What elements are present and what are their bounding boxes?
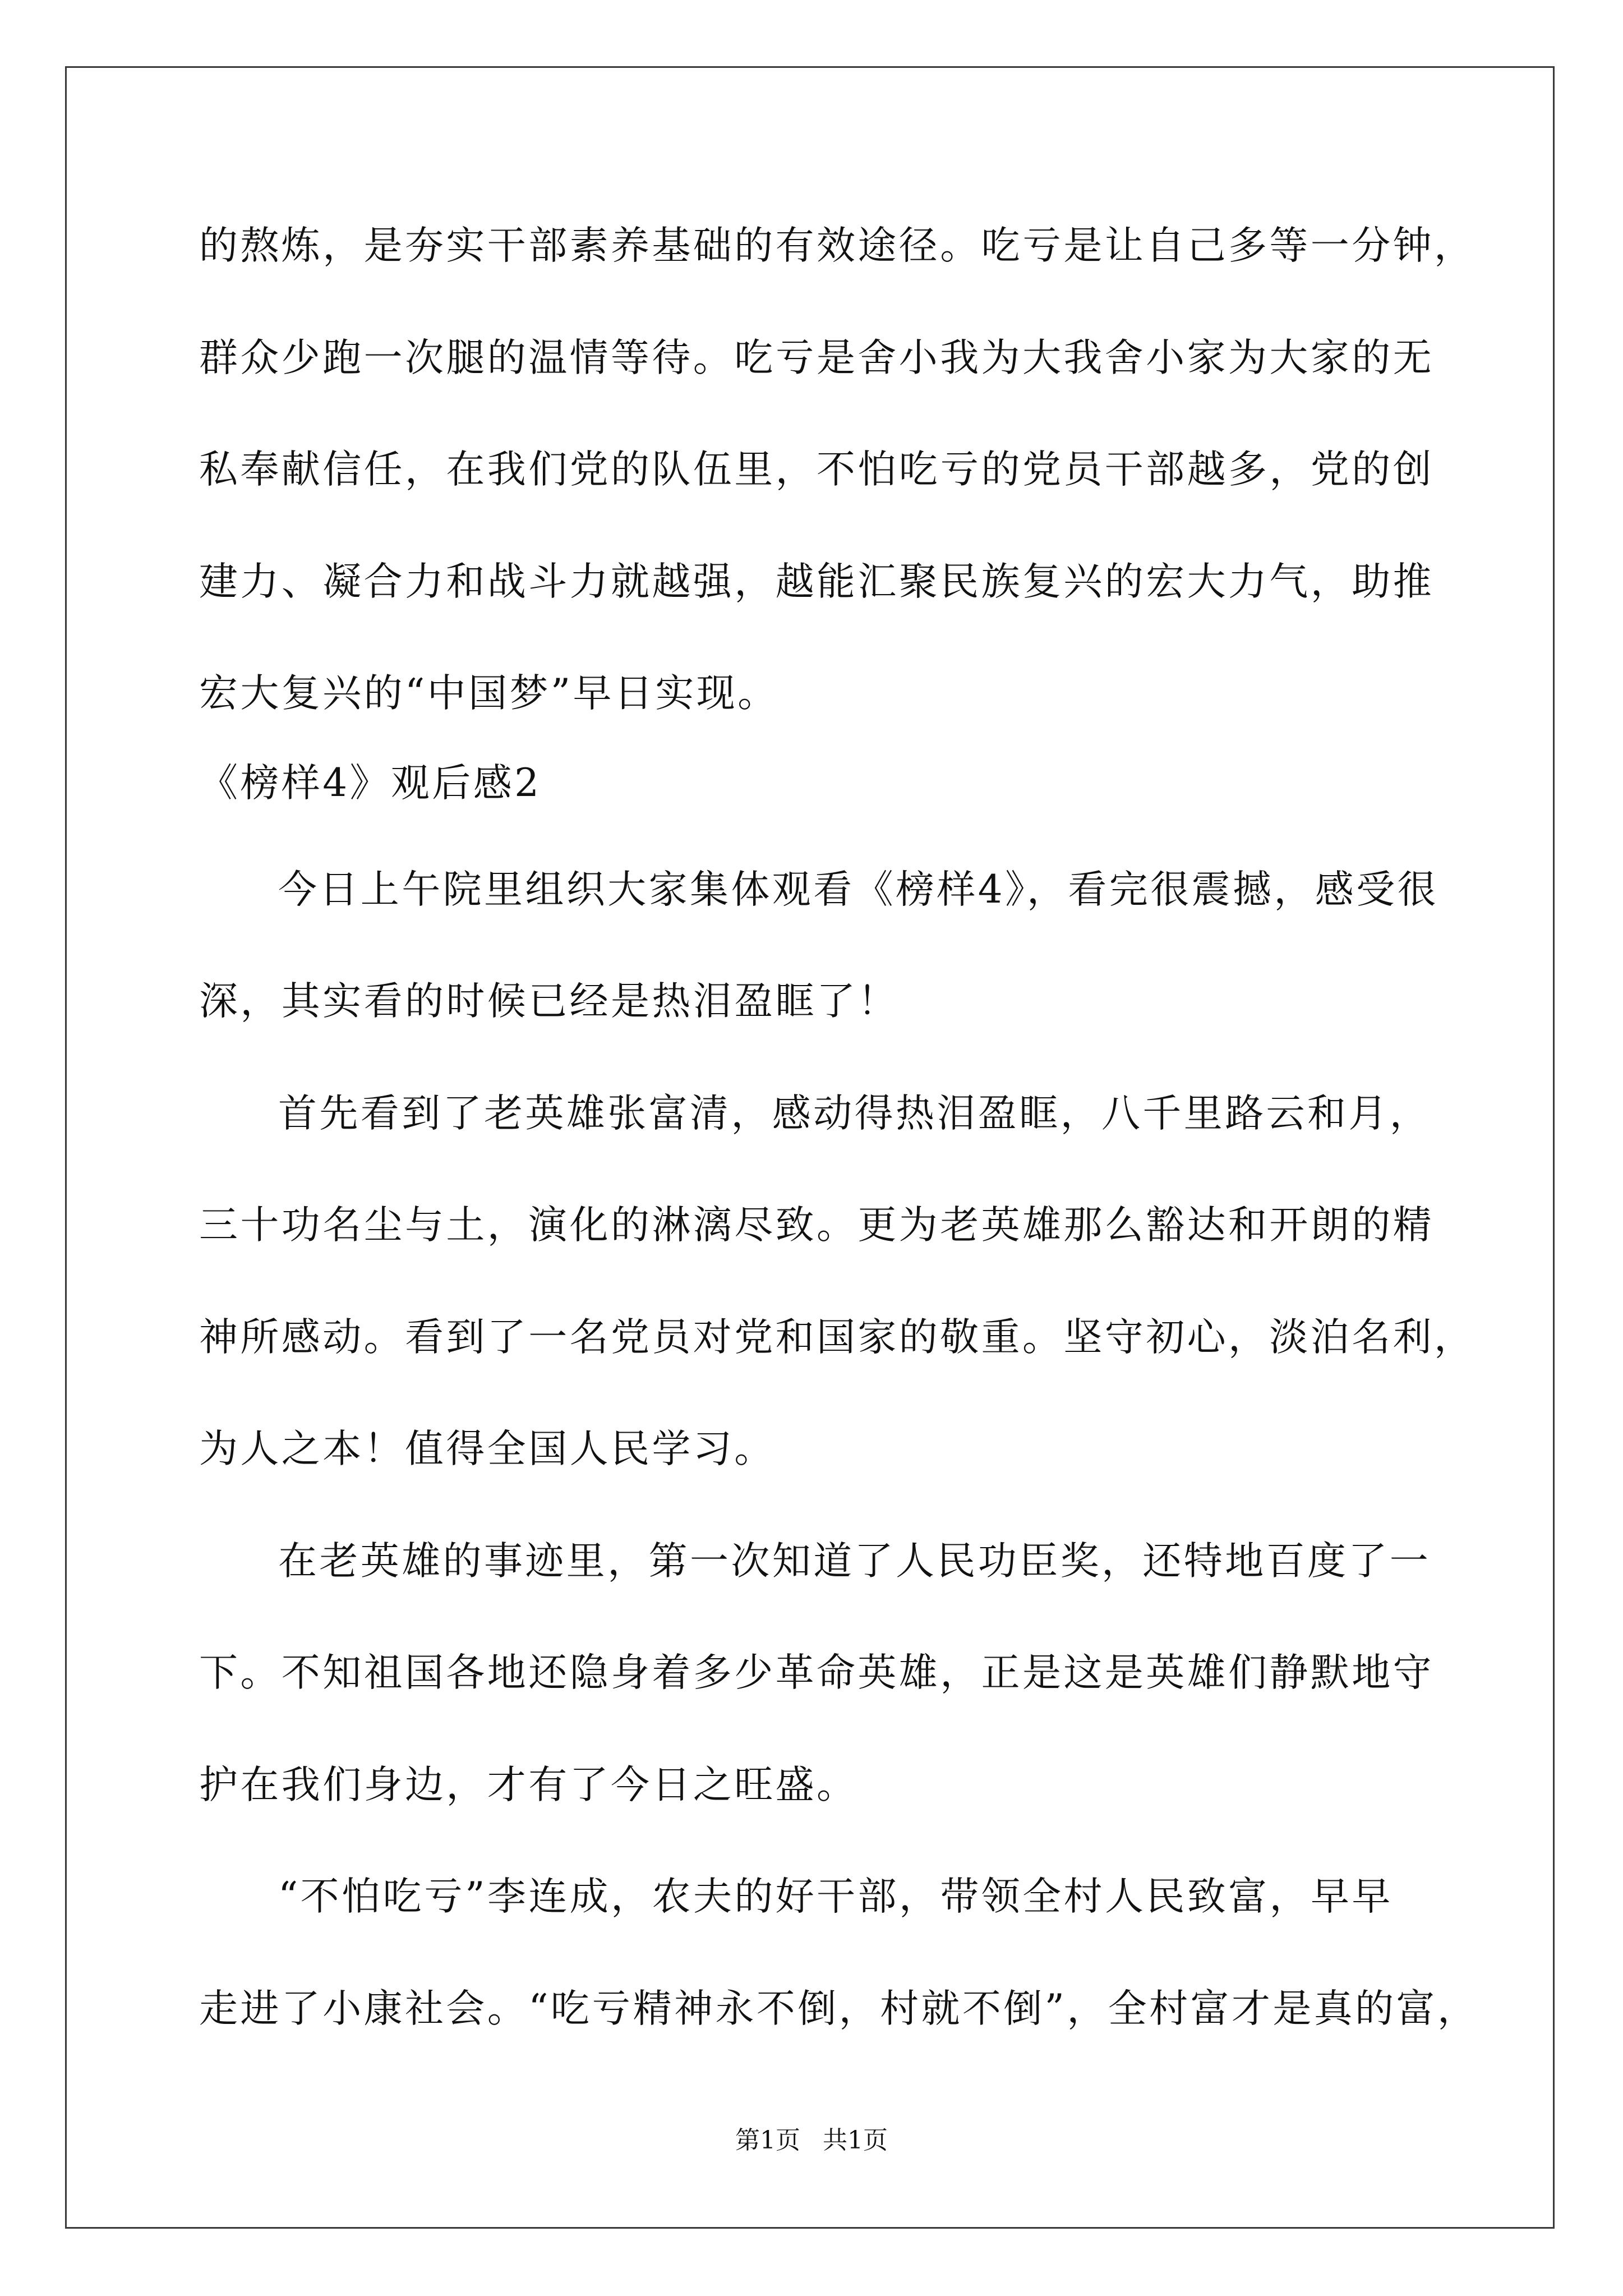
paragraph-line: 神所感动。看到了一名党员对党和国家的敬重。坚守初心，淡泊名利， <box>199 1315 1476 1360</box>
paragraph-line: 三十功名尘与土，演化的淋漓尽致。更为老英雄那么豁达和开朗的精 <box>199 1203 1434 1248</box>
paragraph-line: 群众少跑一次腿的温情等待。吃亏是舍小我为大我舍小家为大家的无 <box>199 335 1434 380</box>
page-number: 第1页 <box>735 2126 800 2155</box>
paragraph-line: “不怕吃亏”李连成，农夫的好干部，带领全村人民致富，早早 <box>278 1874 1393 1919</box>
paragraph-line: 私奉献信任，在我们党的队伍里，不怕吃亏的党员干部越多，党的创 <box>199 447 1434 492</box>
paragraph-line: 为人之本！值得全国人民学习。 <box>199 1427 776 1471</box>
paragraph-line: 今日上午院里组织大家集体观看《榜样4》，看完很震撼，感受很 <box>278 867 1438 912</box>
page-total: 共1页 <box>823 2126 888 2155</box>
paragraph-line: 深，其实看的时候已经是热泪盈眶了！ <box>199 979 899 1024</box>
paragraph-line: 建力、凝合力和战斗力就越强，越能汇聚民族复兴的宏大力气，助推 <box>199 559 1434 604</box>
paragraph-line: 走进了小康社会。“吃亏精神永不倒，村就不倒”，全村富才是真的富， <box>199 1986 1479 2031</box>
page-footer <box>0 2126 1623 2155</box>
paragraph-line: 宏大复兴的“中国梦”早日实现。 <box>199 671 779 716</box>
paragraph-line: 的熬炼，是夯实干部素养基础的有效途径。吃亏是让自己多等一分钟， <box>199 223 1476 268</box>
paragraph-line: 首先看到了老英雄张富清，感动得热泪盈眶，八千里路云和月， <box>278 1091 1431 1136</box>
paragraph-line: 在老英雄的事迹里，第一次知道了人民功臣奖，还特地百度了一 <box>278 1539 1431 1584</box>
paragraph-line: 下。不知祖国各地还隐身着多少革命英雄，正是这是英雄们静默地守 <box>199 1650 1434 1695</box>
paragraph-line: 护在我们身边，才有了今日之旺盛。 <box>199 1763 858 1807</box>
section-heading: 《榜样4》观后感2 <box>199 761 542 806</box>
